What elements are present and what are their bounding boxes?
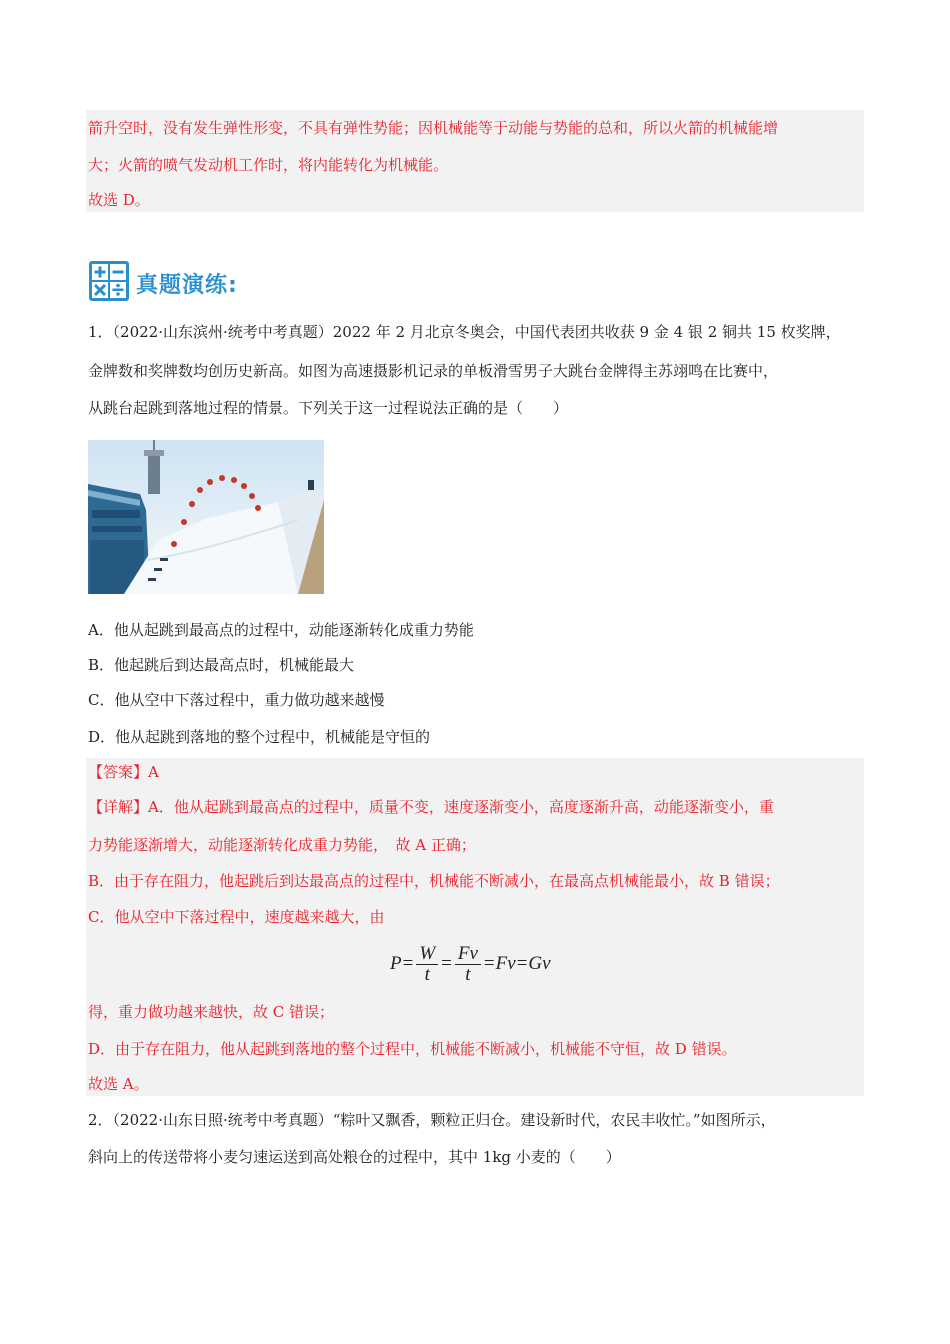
detail-line-1: 【详解】A．他从起跳到最高点的过程中，质量不变，速度逐渐变小，高度逐渐升高，动能逐渐变小，重	[88, 798, 774, 816]
formula-fv: Fv	[455, 944, 481, 965]
formula-gv: Gv	[528, 953, 551, 974]
previous-explanation-line-1: 箭升空时，没有发生弹性形变，不具有弹性势能；因机械能等于动能与势能的总和，所以火箭的机械能增	[88, 119, 779, 137]
formula-equals-1: =	[402, 953, 414, 974]
option-d: D．他从起跳到落地的整个过程中，机械能是守恒的	[88, 728, 431, 746]
question-1-line-2: 金牌数和奖牌数均创历史新高。如图为高速摄影机记录的单板滑雪男子大跳台金牌得主苏翊鸣在比赛中，	[88, 362, 779, 380]
detail-line-3: B．由于存在阻力，他起跳后到达最高点的过程中，机械能不断减小，在最高点机械能最小，故 B 错误；	[88, 872, 780, 890]
formula-fv-2: Fv	[495, 953, 516, 974]
snowboard-jump-photo	[88, 440, 324, 594]
power-formula	[390, 942, 551, 986]
formula-equals-4: =	[516, 953, 528, 974]
formula-equals-3: =	[483, 953, 495, 974]
answer-label: 【答案】A	[88, 763, 159, 781]
option-c: C．他从空中下落过程中，重力做功越来越慢	[88, 691, 385, 709]
question-2-line-1: 2．（2022·山东日照·统考中考真题）“粽叶又飘香，颗粒正归仓。建设新时代，农民丰收忙。”如图所示，	[88, 1111, 776, 1129]
formula-w: W	[416, 944, 438, 965]
detail-line-5: 得，重力做功越来越快，故 C 错误；	[88, 1003, 335, 1021]
section-heading	[88, 262, 238, 304]
formula-equals-2: =	[441, 953, 452, 974]
question-1-line-3: 从跳台起跳到落地过程的情景。下列关于这一过程说法正确的是（ ）	[88, 399, 569, 417]
previous-conclusion: 故选 D。	[88, 191, 150, 209]
question-2-line-2: 斜向上的传送带将小麦匀速运送到高处粮仓的过程中，其中 1kg 小麦的（ ）	[88, 1148, 621, 1166]
section-title: 真题演练:	[136, 272, 238, 298]
detail-line-4: C．他从空中下落过程中，速度越来越大，由	[88, 908, 385, 926]
formula-fraction-fv-over-t	[455, 944, 481, 985]
question-1-line-1: 1．（2022·山东滨州·统考中考真题）2022 年 2 月北京冬奥会，中国代表团共收获 9 金 4 银 2 铜共 15 枚奖牌，	[88, 323, 841, 341]
option-b: B．他起跳后到达最高点时，机械能最大	[88, 656, 355, 674]
detail-line-6: D．由于存在阻力，他从起跳到落地的整个过程中，机械能不断减小，机械能不守恒，故 D 错误。	[88, 1040, 737, 1058]
formula-t-1: t	[424, 963, 430, 985]
formula-t-2: t	[465, 963, 471, 985]
previous-explanation-line-2: 大；火箭的喷气发动机工作时，将内能转化为机械能。	[88, 156, 449, 174]
detail-conclusion: 故选 A。	[88, 1075, 149, 1093]
detail-line-2: 力势能逐渐增大，动能逐渐转化成重力势能， 故 A 正确；	[88, 836, 476, 854]
formula-p: P	[390, 953, 402, 974]
option-a: A．他从起跳到最高点的过程中，动能逐渐转化成重力势能	[88, 621, 474, 639]
calculator-icon	[88, 260, 130, 306]
formula-fraction-w-over-t	[416, 944, 438, 985]
